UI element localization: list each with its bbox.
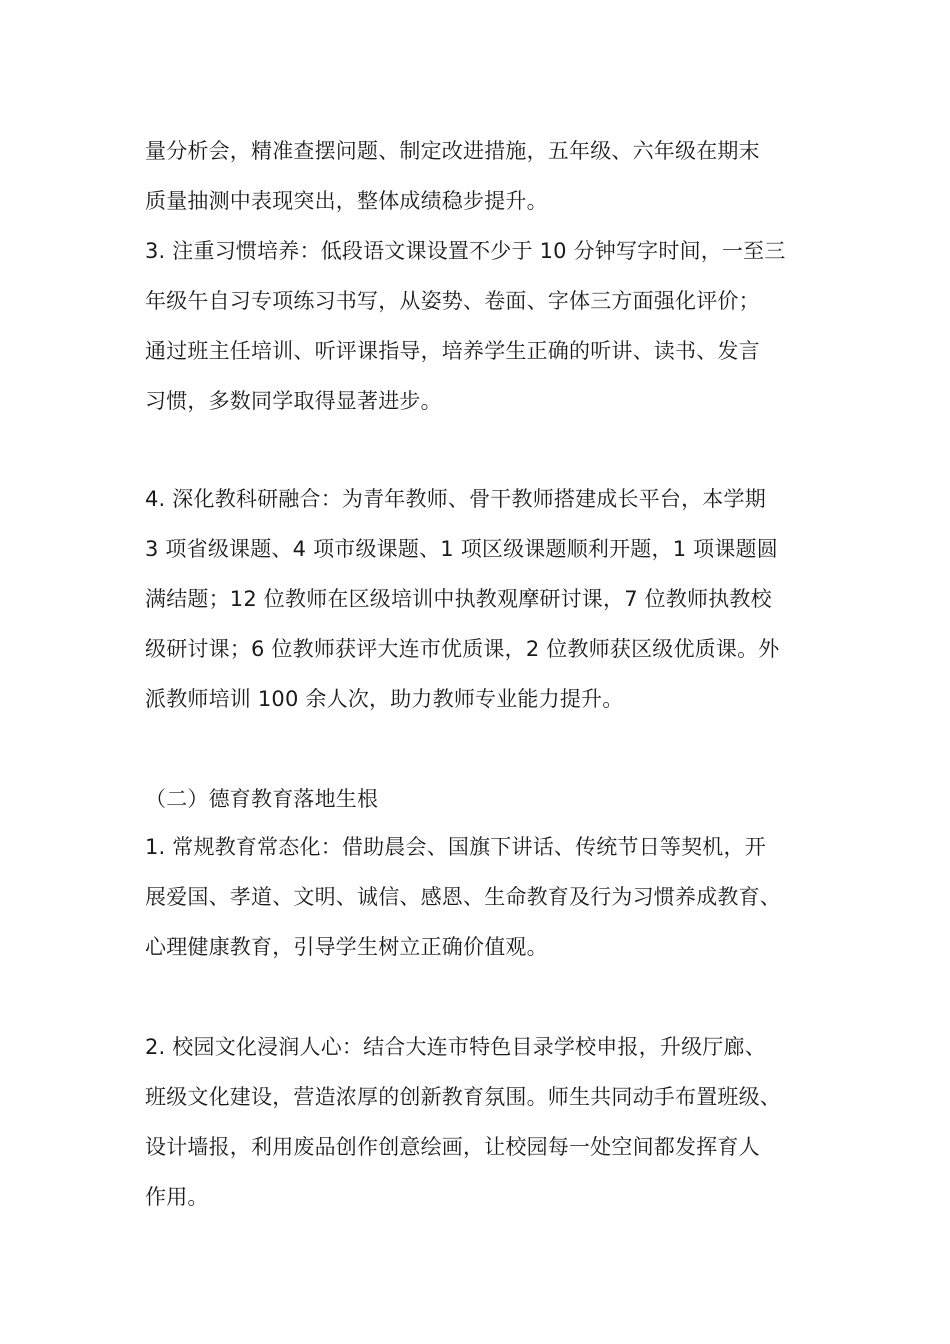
text-line: 派教师培训 100 余人次，助力教师专业能力提升。: [145, 687, 624, 711]
text-line: 满结题；12 位教师在区级培训中执教观摩研讨课，7 位教师执教校: [145, 587, 772, 611]
list-item-2-line: 2. 校园文化浸润人心：结合大连市特色目录学校申报，升级厅廊、: [145, 1035, 766, 1059]
list-item-1-line: 1. 常规教育常态化：借助晨会、国旗下讲话、传统节日等契机，开: [145, 835, 766, 859]
text-line: 设计墙报，利用废品创作创意绘画，让校园每一处空间都发挥育人: [145, 1135, 760, 1159]
text-line: 级研讨课；6 位教师获评大连市优质课，2 位教师获区级优质课。外: [145, 637, 780, 661]
text-line: 班级文化建设，营造浓厚的创新教育氛围。师生共同动手布置班级、: [145, 1085, 781, 1109]
text-line: 习惯，多数同学取得显著进步。: [145, 389, 442, 413]
text-line: 年级午自习专项练习书写，从姿势、卷面、字体三方面强化评价；: [145, 289, 760, 313]
text-line: 3 项省级课题、4 项市级课题、1 项区级课题顺利开题，1 项课题圆: [145, 537, 778, 561]
text-line: 质量抽测中表现突出，整体成绩稳步提升。: [145, 189, 548, 213]
list-item-4-line: 4. 深化教科研融合：为青年教师、骨干教师搭建成长平台，本学期: [145, 487, 766, 511]
section-heading: （二）德育教育落地生根: [145, 787, 379, 811]
text-line: 作用。: [145, 1185, 209, 1209]
text-line: 通过班主任培训、听评课指导，培养学生正确的听讲、读书、发言: [145, 339, 760, 363]
list-item-3-line: 3. 注重习惯培养：低段语文课设置不少于 10 分钟写字时间，一至三: [145, 239, 786, 263]
text-line: 量分析会，精准查摆问题、制定改进措施，五年级、六年级在期末: [145, 139, 760, 163]
text-line: 展爱国、孝道、文明、诚信、感恩、生命教育及行为习惯养成教育、: [145, 885, 781, 909]
text-line: 心理健康教育，引导学生树立正确价值观。: [145, 935, 548, 959]
